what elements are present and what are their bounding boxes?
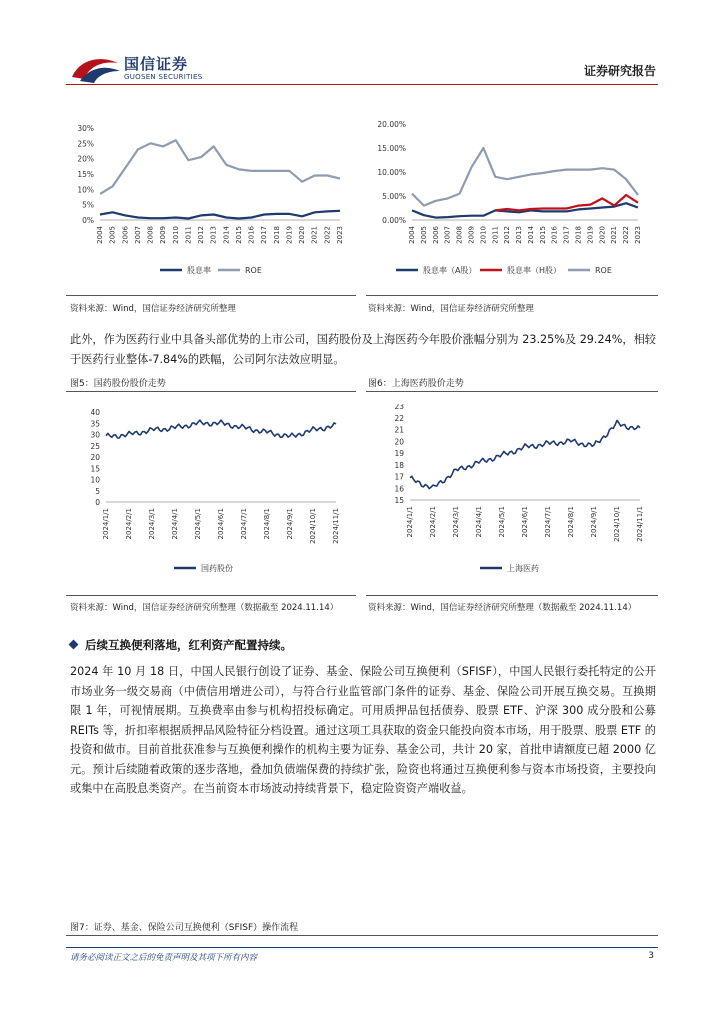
- fig6-title: 图6：上海医药股价走势: [368, 379, 464, 389]
- section-heading: [70, 637, 292, 653]
- y-tick-label: 17: [394, 472, 404, 482]
- x-tick-label: 2009: [467, 226, 476, 244]
- x-tick-label: 2010: [171, 226, 180, 244]
- x-tick-label: 2007: [133, 226, 142, 244]
- x-tick-label: 2024/1/1: [406, 506, 414, 538]
- x-tick-label: 2022: [622, 226, 631, 244]
- legend-label: 股息率: [187, 266, 211, 275]
- y-tick-label: 5.00%: [382, 192, 406, 201]
- y-tick-label: 20%: [77, 154, 94, 164]
- x-tick-label: 2005: [108, 226, 117, 244]
- y-tick-label: 5: [95, 486, 100, 496]
- x-tick-label: 2024/11/1: [332, 508, 340, 544]
- report-type-label: 证券研究报告: [583, 64, 656, 78]
- y-tick-label: 0.00%: [382, 216, 406, 225]
- x-tick-label: 2013: [515, 226, 524, 244]
- source-note-right: 资料来源：Wind，国信证券经济研究所整理: [368, 304, 534, 314]
- x-tick-label: 2023: [634, 226, 642, 244]
- x-tick-label: 2024/9/1: [590, 506, 598, 538]
- x-tick-label: 2013: [209, 226, 218, 244]
- x-tick-label: 2017: [562, 226, 571, 244]
- x-tick-label: 2005: [419, 226, 428, 244]
- x-tick-label: 2012: [197, 226, 206, 244]
- legend-label: ROE: [595, 266, 612, 275]
- x-tick-label: 2024/1/1: [102, 508, 110, 540]
- x-tick-label: 2004: [96, 226, 104, 244]
- y-tick-label: 15%: [77, 170, 94, 179]
- fig6-source-divider: [366, 595, 658, 596]
- x-tick-label: 2019: [285, 226, 294, 244]
- series-line-2: [412, 148, 638, 206]
- y-tick-label: 40: [90, 408, 100, 417]
- x-tick-label: 2018: [272, 226, 281, 244]
- x-tick-label: 2015: [538, 226, 547, 244]
- x-tick-label: 2006: [431, 226, 440, 244]
- section-heading-text: 后续互换便利落地，红利资产配置持续。: [85, 638, 292, 652]
- chart-shanghai-price: [368, 404, 658, 584]
- x-tick-label: 2020: [298, 226, 307, 244]
- series-line-0: [410, 420, 640, 488]
- y-tick-label: 15: [394, 496, 404, 505]
- x-tick-label: 2023: [336, 226, 344, 244]
- x-tick-label: 2007: [443, 226, 452, 244]
- y-tick-label: 30%: [77, 124, 94, 133]
- x-tick-label: 2014: [526, 226, 535, 244]
- x-tick-label: 2014: [222, 226, 231, 244]
- y-tick-label: 22: [394, 413, 404, 423]
- y-tick-label: 19: [394, 449, 404, 458]
- fig5-source-note: 资料来源：Wind，国信证券经济研究所整理（数据截至 2024.11.14）: [70, 603, 339, 613]
- y-tick-label: 0%: [82, 216, 94, 225]
- fig5-title: 图5：国药股份股价走势: [70, 379, 166, 389]
- diamond-bullet-icon: [69, 640, 79, 650]
- y-tick-label: 10.00%: [377, 168, 406, 177]
- y-tick-label: 21: [394, 425, 404, 435]
- x-tick-label: 2024/6/1: [217, 508, 225, 540]
- legend-label: 国药股份: [201, 564, 233, 573]
- legend-label: 股息率（H股）: [507, 266, 562, 275]
- x-tick-label: 2024/10/1: [613, 506, 621, 542]
- fig7-title: 图7：证券、基金、保险公司互换便利（SFISF）操作流程: [70, 923, 299, 933]
- x-tick-label: 2024/8/1: [567, 506, 575, 538]
- brand-name-en: GUOSEN SECURITIES: [124, 73, 203, 81]
- x-tick-label: 2008: [455, 226, 464, 244]
- y-tick-label: 0: [95, 498, 100, 507]
- x-tick-label: 2024/8/1: [263, 508, 271, 540]
- y-tick-label: 10: [90, 475, 100, 485]
- x-tick-label: 2009: [159, 226, 168, 244]
- guosen-logo-icon: [70, 53, 122, 83]
- x-tick-label: 2008: [146, 226, 155, 244]
- source-divider-left: [66, 295, 356, 296]
- x-tick-label: 2024/5/1: [194, 508, 202, 540]
- header-divider: [66, 84, 658, 85]
- chart-guoyao-price: [70, 404, 350, 584]
- fig5-title-divider: [66, 391, 356, 392]
- x-tick-label: 2024/4/1: [475, 506, 483, 538]
- x-tick-label: 2022: [323, 226, 332, 244]
- x-tick-label: 2010: [479, 226, 488, 244]
- x-tick-label: 2012: [503, 226, 512, 244]
- legend-label: ROE: [245, 266, 262, 275]
- x-tick-label: 2006: [121, 226, 130, 244]
- y-tick-label: 10%: [77, 185, 94, 195]
- page-number: 3: [648, 951, 654, 961]
- x-tick-label: 2016: [247, 226, 256, 244]
- x-tick-label: 2019: [586, 226, 595, 244]
- x-tick-label: 2021: [610, 225, 619, 244]
- x-tick-label: 2016: [550, 226, 559, 244]
- source-divider-right: [366, 295, 658, 296]
- x-tick-label: 2024/2/1: [125, 508, 133, 540]
- y-tick-label: 25%: [77, 139, 94, 149]
- x-tick-label: 2018: [574, 226, 583, 244]
- y-tick-label: 25: [90, 441, 100, 451]
- x-tick-label: 2024/5/1: [498, 506, 506, 538]
- x-tick-label: 2024/3/1: [452, 506, 460, 538]
- y-tick-label: 18: [394, 460, 404, 470]
- x-tick-label: 2024/6/1: [521, 506, 529, 538]
- y-tick-label: 35: [90, 419, 100, 429]
- x-tick-label: 2011: [491, 226, 500, 244]
- y-tick-label: 20: [394, 437, 404, 447]
- fig6-source-note: 资料来源：Wind，国信证券经济研究所整理（数据截至 2024.11.14）: [368, 603, 637, 613]
- x-tick-label: 2021: [310, 226, 319, 244]
- paragraph-sfisf: 2024 年 10 月 18 日，中国人民银行创设了证券、基金、保险公司互换便利（SFISF），中国人民银行委托特定的公开市场业务一级交易商（中债信用增进公司），与符合行业监管部门条件的证券、基金、保险公司开展互换交易。互换期限 1 年，可视情展期。互换费率由参与机构招投标确定。可用质押品包括债券、股票 ETF、沪深 300 成分股和公募 REITs 等，折扣率根据质押品风险特征分档设置。通过这项工具获取的资金只能投向资本市场，用于股票、股票 ETF 的投资和做市。目前首批获准参与互换便利操作的机构主要为证券、基金公司，共计 20 家，首批申请额度已超 2000 亿元。预计后续随着政策的逐步落地，叠加负债端保费的持续扩张，险资也将通过互换便利参与资本市场投资，主要投向或集中在高股息类资产。在当前资本市场波动持续背景下，稳定险资资产端收益。: [70, 665, 656, 795]
- y-tick-label: 20.00%: [377, 120, 406, 129]
- x-tick-label: 2024/10/1: [309, 508, 317, 544]
- chart-dividend-roe-guoyao: [70, 118, 350, 290]
- y-tick-label: 5%: [82, 200, 94, 210]
- fig5-source-divider: [66, 595, 356, 596]
- fig6-title-divider: [366, 391, 658, 392]
- chart-dividend-roe-shanghai: [368, 118, 658, 290]
- series-line-1: [495, 195, 638, 210]
- x-tick-label: 2024/3/1: [148, 508, 156, 540]
- series-line-1: [100, 140, 340, 194]
- source-note-left: 资料来源：Wind，国信证券经济研究所整理: [70, 304, 236, 314]
- x-tick-label: 2024/9/1: [286, 508, 294, 540]
- y-tick-label: 30: [90, 430, 100, 440]
- x-tick-label: 2024/2/1: [429, 506, 437, 538]
- disclaimer-note: 请务必阅读正文之后的免责声明及其项下所有内容: [70, 953, 258, 963]
- series-line-0: [106, 420, 336, 438]
- y-tick-label: 16: [394, 484, 404, 494]
- footer-divider: [66, 947, 658, 948]
- x-tick-label: 2024/11/1: [636, 506, 644, 542]
- x-tick-label: 2011: [184, 226, 193, 244]
- y-tick-label: 15.00%: [377, 144, 406, 153]
- x-tick-label: 2024/4/1: [171, 508, 179, 540]
- y-tick-label: 20: [90, 453, 100, 462]
- fig7-title-divider: [66, 935, 658, 936]
- brand-name-cn: 国信证券: [124, 55, 189, 73]
- paragraph-alpha-effect: 此外，作为医药行业中具备头部优势的上市公司，国药股份及上海医药今年股价涨幅分别为 23.25%及 29.24%，相较于医药行业整体-7.84%的跌幅，公司阿尔法效应明显。: [70, 333, 656, 366]
- x-tick-label: 2020: [598, 226, 607, 244]
- y-tick-label: 23: [394, 404, 404, 411]
- y-tick-label: 15: [90, 464, 100, 474]
- x-tick-label: 2024/7/1: [240, 508, 248, 540]
- legend-label: 上海医药: [507, 564, 539, 573]
- x-tick-label: 2024/7/1: [544, 506, 552, 538]
- series-line-0: [100, 211, 340, 219]
- x-tick-label: 2004: [408, 226, 416, 244]
- x-tick-label: 2017: [260, 226, 269, 244]
- x-tick-label: 2015: [234, 226, 243, 244]
- legend-label: 股息率（A股）: [423, 266, 477, 275]
